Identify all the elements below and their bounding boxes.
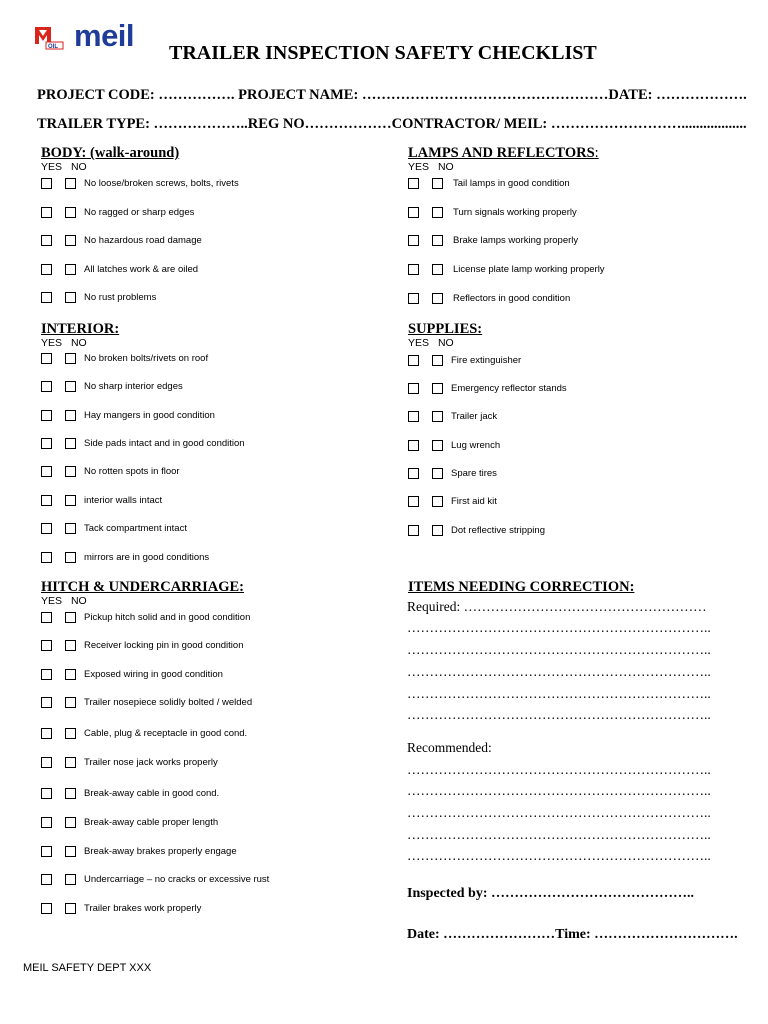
yes-checkbox[interactable] bbox=[41, 612, 52, 623]
required-dots-line[interactable]: ………………………………………………………….. bbox=[407, 707, 711, 722]
required-dots-line[interactable]: ………………………………………………………….. bbox=[407, 620, 711, 635]
checklist-row bbox=[41, 787, 371, 801]
checklist-item-label: Receiver locking pin in good condition bbox=[84, 640, 244, 651]
checklist-row bbox=[41, 845, 371, 859]
yes-checkbox[interactable] bbox=[41, 903, 52, 914]
checklist-item-label: Cable, plug & receptacle in good cond. bbox=[84, 728, 248, 739]
no-label: NO bbox=[70, 337, 87, 349]
required-dots-line[interactable]: ………………………………………………………….. bbox=[407, 642, 711, 657]
no-checkbox[interactable] bbox=[65, 466, 76, 477]
checklist-item-label: Side pads intact and in good condition bbox=[84, 438, 245, 449]
no-checkbox[interactable] bbox=[65, 495, 76, 506]
no-checkbox[interactable] bbox=[65, 846, 76, 857]
no-checkbox[interactable] bbox=[432, 440, 443, 451]
yes-checkbox[interactable] bbox=[408, 411, 419, 422]
hitch-section-title: HITCH & UNDERCARRIAGE: bbox=[41, 579, 245, 595]
checklist-item-label: Trailer nosepiece solidly bolted / welded bbox=[84, 697, 253, 708]
yes-checkbox[interactable] bbox=[408, 207, 419, 218]
no-checkbox[interactable] bbox=[432, 264, 443, 275]
yes-checkbox[interactable] bbox=[408, 468, 419, 479]
recommended-dots-line[interactable]: ………………………………………………………….. bbox=[407, 783, 711, 798]
required-dots-line[interactable]: ………………………………………………………….. bbox=[407, 664, 711, 679]
checklist-item-label: No broken bolts/rivets on roof bbox=[84, 353, 209, 364]
body-section bbox=[41, 145, 179, 174]
checklist-row bbox=[408, 177, 738, 191]
checklist-row bbox=[41, 668, 371, 682]
yes-checkbox[interactable] bbox=[41, 178, 52, 189]
checklist-item-label: No ragged or sharp edges bbox=[84, 207, 195, 218]
required-dots-line[interactable]: ………………………………………………………….. bbox=[407, 686, 711, 701]
checklist-item-label: interior walls intact bbox=[84, 495, 163, 506]
checklist-row bbox=[41, 177, 371, 191]
no-checkbox[interactable] bbox=[432, 496, 443, 507]
checklist-row bbox=[41, 873, 371, 887]
checklist-row bbox=[408, 467, 738, 481]
supplies-section-title: SUPPLIES: bbox=[408, 321, 483, 337]
no-checkbox[interactable] bbox=[432, 235, 443, 246]
checklist-row bbox=[408, 382, 738, 396]
yes-checkbox[interactable] bbox=[41, 410, 52, 421]
yes-checkbox[interactable] bbox=[41, 523, 52, 534]
no-checkbox[interactable] bbox=[65, 903, 76, 914]
checklist-item-label: Tail lamps in good condition bbox=[453, 178, 570, 189]
recommended-dots-line[interactable]: ………………………………………………………….. bbox=[407, 848, 711, 863]
checklist-row bbox=[408, 263, 738, 277]
no-label: NO bbox=[437, 161, 454, 173]
hitch-section bbox=[41, 579, 244, 608]
yes-checkbox[interactable] bbox=[41, 292, 52, 303]
no-checkbox[interactable] bbox=[65, 612, 76, 623]
checklist-item-label: Pickup hitch solid and in good condition bbox=[84, 612, 251, 623]
checklist-row bbox=[41, 437, 371, 451]
recommended-dots-line[interactable]: ………………………………………………………….. bbox=[407, 805, 711, 820]
yes-checkbox[interactable] bbox=[408, 525, 419, 536]
body-section-title: BODY: (walk-around) bbox=[41, 145, 180, 161]
meil-logo-mark-icon bbox=[34, 24, 64, 50]
no-checkbox[interactable] bbox=[432, 178, 443, 189]
supplies-section bbox=[408, 321, 482, 350]
date-time-field[interactable]: Date: ……………………Time: …………………………. bbox=[407, 927, 738, 942]
no-checkbox[interactable] bbox=[65, 523, 76, 534]
yes-label: YES bbox=[408, 161, 430, 173]
yes-checkbox[interactable] bbox=[408, 235, 419, 246]
checklist-row bbox=[408, 410, 738, 424]
no-checkbox[interactable] bbox=[432, 207, 443, 218]
yes-checkbox[interactable] bbox=[41, 235, 52, 246]
checklist-item-label: All latches work & are oiled bbox=[84, 264, 199, 275]
yes-checkbox[interactable] bbox=[408, 496, 419, 507]
yes-checkbox[interactable] bbox=[41, 466, 52, 477]
checklist-row bbox=[41, 611, 371, 625]
checklist-item-label: No rotten spots in floor bbox=[84, 466, 180, 477]
no-checkbox[interactable] bbox=[432, 355, 443, 366]
no-checkbox[interactable] bbox=[65, 353, 76, 364]
yes-checkbox[interactable] bbox=[41, 264, 52, 275]
logo-wordmark: meil bbox=[74, 18, 135, 53]
checklist-row bbox=[41, 816, 371, 830]
checklist-item-label: First aid kit bbox=[451, 496, 497, 507]
no-checkbox[interactable] bbox=[432, 525, 443, 536]
no-checkbox[interactable] bbox=[432, 468, 443, 479]
checklist-item-label: Tack compartment intact bbox=[84, 523, 187, 534]
no-checkbox[interactable] bbox=[432, 383, 443, 394]
checklist-row bbox=[408, 206, 738, 220]
checklist-row bbox=[41, 291, 371, 305]
yes-checkbox[interactable] bbox=[41, 846, 52, 857]
checklist-item-label: No hazardous road damage bbox=[84, 235, 202, 246]
yes-checkbox[interactable] bbox=[41, 353, 52, 364]
checklist-item-label: Trailer brakes work properly bbox=[84, 903, 202, 914]
yes-no-header bbox=[41, 161, 179, 174]
checklist-item-label: Spare tires bbox=[451, 468, 497, 479]
checklist-item-label: Break-away brakes properly engage bbox=[84, 846, 237, 857]
yes-label: YES bbox=[41, 337, 63, 349]
recommended-dots-line[interactable]: ………………………………………………………….. bbox=[407, 762, 711, 777]
inspected-by-field[interactable]: Inspected by: …………………………………….. bbox=[407, 886, 695, 901]
checklist-item-label: Trailer jack bbox=[451, 411, 498, 422]
yes-checkbox[interactable] bbox=[408, 383, 419, 394]
page-title: TRAILER INSPECTION SAFETY CHECKLIST bbox=[169, 42, 597, 64]
no-checkbox[interactable] bbox=[65, 207, 76, 218]
yes-checkbox[interactable] bbox=[408, 264, 419, 275]
lamps-section-title: LAMPS AND REFLECTORS: bbox=[408, 145, 599, 161]
checklist-row bbox=[41, 234, 371, 248]
checklist-row bbox=[41, 727, 371, 741]
yes-checkbox[interactable] bbox=[41, 669, 52, 680]
yes-label: YES bbox=[41, 161, 63, 173]
recommended-dots-line[interactable]: ………………………………………………………….. bbox=[407, 827, 711, 842]
no-checkbox[interactable] bbox=[65, 438, 76, 449]
checklist-item-label: No rust problems bbox=[84, 292, 157, 303]
checklist-row bbox=[408, 354, 738, 368]
yes-no-header bbox=[408, 337, 482, 350]
interior-section bbox=[41, 321, 119, 350]
no-checkbox[interactable] bbox=[65, 728, 76, 739]
checklist-row bbox=[408, 439, 738, 453]
checklist-item-label: Break-away cable in good cond. bbox=[84, 788, 220, 799]
checklist-row bbox=[41, 494, 371, 508]
no-checkbox[interactable] bbox=[65, 264, 76, 275]
checklist-row bbox=[408, 234, 738, 248]
checklist-row bbox=[41, 465, 371, 479]
required-line[interactable]: Required: ……………………………………………… bbox=[407, 599, 707, 614]
yes-checkbox[interactable] bbox=[408, 293, 419, 304]
yes-checkbox[interactable] bbox=[41, 381, 52, 392]
yes-checkbox[interactable] bbox=[41, 438, 52, 449]
checklist-row bbox=[41, 696, 371, 710]
yes-checkbox[interactable] bbox=[41, 728, 52, 739]
yes-checkbox[interactable] bbox=[408, 440, 419, 451]
checklist-row bbox=[41, 522, 371, 536]
no-checkbox[interactable] bbox=[65, 292, 76, 303]
company-logo bbox=[34, 18, 158, 54]
checklist-item-label: License plate lamp working properly bbox=[453, 264, 605, 275]
no-checkbox[interactable] bbox=[65, 757, 76, 768]
yes-label: YES bbox=[41, 595, 63, 607]
no-checkbox[interactable] bbox=[432, 293, 443, 304]
yes-no-header bbox=[41, 595, 244, 608]
checklist-item-label: Exposed wiring in good condition bbox=[84, 669, 223, 680]
no-checkbox[interactable] bbox=[65, 817, 76, 828]
checklist-row bbox=[408, 524, 738, 538]
checklist-item-label: Reflectors in good condition bbox=[453, 293, 571, 304]
checklist-row bbox=[41, 263, 371, 277]
checklist-item-label: Lug wrench bbox=[451, 440, 501, 451]
no-checkbox[interactable] bbox=[65, 788, 76, 799]
no-checkbox[interactable] bbox=[65, 640, 76, 651]
yes-checkbox[interactable] bbox=[41, 495, 52, 506]
checklist-row bbox=[41, 902, 371, 916]
checklist-row bbox=[41, 551, 371, 565]
no-checkbox[interactable] bbox=[65, 697, 76, 708]
no-checkbox[interactable] bbox=[65, 874, 76, 885]
trailer-info-line: TRAILER TYPE: ………………..REG NO………………CONTRACTOR/ MEIL: ……………………….................. bbox=[37, 116, 747, 132]
checklist-item-label: Brake lamps working properly bbox=[453, 235, 579, 246]
yes-no-header bbox=[41, 337, 119, 350]
checklist-item-label: Turn signals working properly bbox=[453, 207, 577, 218]
checklist-item-label: No loose/broken screws, bolts, rivets bbox=[84, 178, 239, 189]
yes-checkbox[interactable] bbox=[41, 640, 52, 651]
yes-checkbox[interactable] bbox=[41, 757, 52, 768]
yes-checkbox[interactable] bbox=[41, 552, 52, 563]
yes-checkbox[interactable] bbox=[41, 817, 52, 828]
yes-checkbox[interactable] bbox=[408, 178, 419, 189]
checklist-row bbox=[408, 292, 738, 306]
yes-checkbox[interactable] bbox=[41, 207, 52, 218]
checklist-item-label: mirrors are in good conditions bbox=[84, 552, 210, 563]
no-label: NO bbox=[437, 337, 454, 349]
no-checkbox[interactable] bbox=[432, 411, 443, 422]
yes-checkbox[interactable] bbox=[408, 355, 419, 366]
checklist-item-label: Trailer nose jack works properly bbox=[84, 757, 218, 768]
no-label: NO bbox=[70, 161, 87, 173]
checklist-item-label: No sharp interior edges bbox=[84, 381, 183, 392]
yes-checkbox[interactable] bbox=[41, 697, 52, 708]
checklist-item-label: Break-away cable proper length bbox=[84, 817, 219, 828]
checklist-row bbox=[41, 380, 371, 394]
yes-checkbox[interactable] bbox=[41, 788, 52, 799]
checklist-item-label: Undercarriage – no cracks or excessive rust bbox=[84, 874, 270, 885]
lamps-section bbox=[408, 145, 599, 174]
no-checkbox[interactable] bbox=[65, 552, 76, 563]
checklist-item-label: Hay mangers in good condition bbox=[84, 410, 215, 421]
no-checkbox[interactable] bbox=[65, 669, 76, 680]
svg-text:OIL: OIL bbox=[48, 44, 58, 50]
no-checkbox[interactable] bbox=[65, 178, 76, 189]
footer-text: MEIL SAFETY DEPT XXX bbox=[23, 962, 152, 974]
no-checkbox[interactable] bbox=[65, 235, 76, 246]
checklist-row bbox=[41, 756, 371, 770]
no-label: NO bbox=[70, 595, 87, 607]
yes-label: YES bbox=[408, 337, 430, 349]
project-info-line: PROJECT CODE: ……………. PROJECT NAME: ……………………………………………DATE: ………………. bbox=[37, 87, 747, 103]
checklist-row bbox=[41, 639, 371, 653]
checklist-row bbox=[41, 206, 371, 220]
checklist-item-label: Emergency reflector stands bbox=[451, 383, 567, 394]
corrections-title: ITEMS NEEDING CORRECTION: bbox=[408, 579, 635, 595]
no-checkbox[interactable] bbox=[65, 381, 76, 392]
recommended-label: Recommended: bbox=[407, 740, 492, 755]
no-checkbox[interactable] bbox=[65, 410, 76, 421]
interior-section-title: INTERIOR: bbox=[41, 321, 120, 337]
yes-no-header bbox=[408, 161, 599, 174]
checklist-item-label: Fire extinguisher bbox=[451, 355, 522, 366]
yes-checkbox[interactable] bbox=[41, 874, 52, 885]
checklist-row bbox=[41, 409, 371, 423]
checklist-item-label: Dot reflective stripping bbox=[451, 525, 545, 536]
checklist-row bbox=[41, 352, 371, 366]
checklist-row bbox=[408, 495, 738, 509]
